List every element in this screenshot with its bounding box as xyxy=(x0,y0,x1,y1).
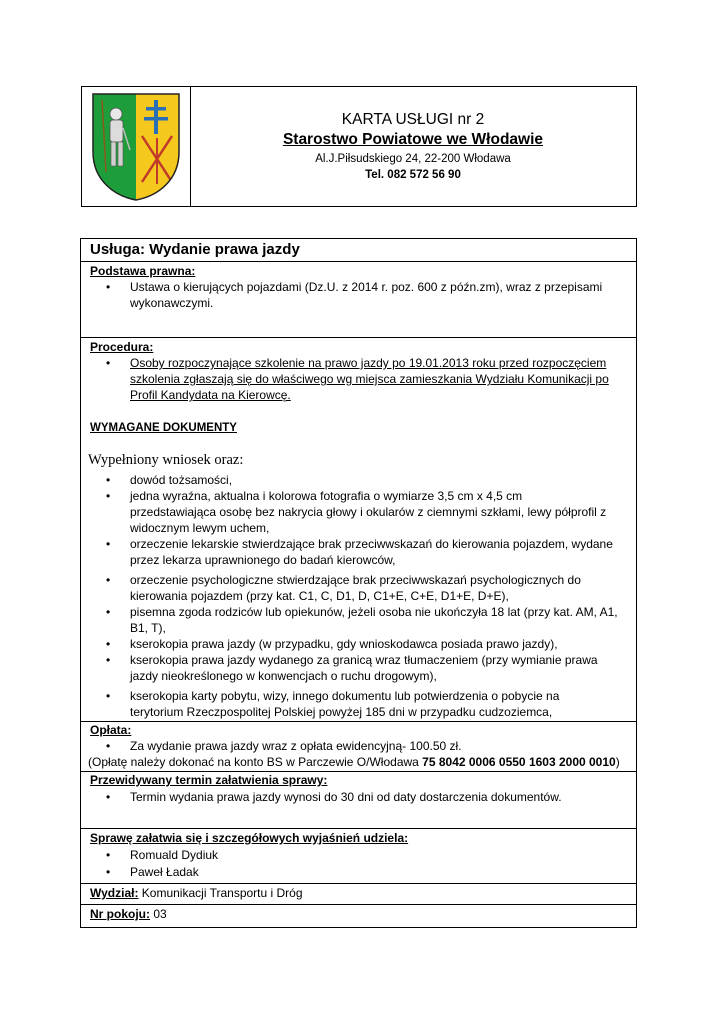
bullet-icon: • xyxy=(106,356,111,370)
contact-person: Romuald Dydiuk xyxy=(130,848,219,862)
bullet-icon: • xyxy=(106,573,111,587)
contact-person: Paweł Ładak xyxy=(130,865,199,879)
room-row xyxy=(90,906,167,922)
legal-basis-line: Ustawa o kierujących pojazdami (Dz.U. z 2014 r. poz. 600 z późn.zm), wraz z przepisami xyxy=(130,280,603,294)
row-divider xyxy=(81,721,636,722)
bullet-icon: • xyxy=(106,865,111,879)
row-divider xyxy=(81,904,636,905)
bullet-icon: • xyxy=(106,653,111,667)
fee-label: Opłata: xyxy=(90,723,132,737)
doc-line: kierowania pojazdem (przy kat. C1, C, D1, D, C1+E, C+E, D1+E, D+E), xyxy=(130,589,509,603)
row-divider xyxy=(81,828,636,829)
row-divider xyxy=(81,261,636,262)
doc-line: pisemna zgoda rodziców lub opiekunów, jeżeli osoba nie ukończyła 18 lat (przy kat. AM, A1, xyxy=(130,605,618,619)
bullet-icon: • xyxy=(106,537,111,551)
doc-line: przedstawiająca osobę bez nakrycia głowy i okularów z ciemnymi szkłami, lewy półprofil z xyxy=(130,505,607,519)
header-box xyxy=(81,86,637,207)
fee-item: Za wydanie prawa jazdy wraz z opłata ewidencyjną- 100.50 zł. xyxy=(130,739,462,753)
procedure-line: Osoby rozpoczynające szkolenie na prawo jazdy po 19.01.2013 roku przed rozpoczęciem xyxy=(130,356,607,370)
bullet-icon: • xyxy=(106,739,111,753)
bullet-icon: • xyxy=(106,689,111,703)
deadline-label: Przewidywany termin załatwienia sprawy: xyxy=(90,773,328,787)
doc-line: jedna wyraźna, aktualna i kolorowa fotografia o wymiarze 3,5 cm x 4,5 cm xyxy=(130,489,523,503)
procedure-label: Procedura: xyxy=(90,340,154,354)
department-value: Komunikacji Transportu i Dróg xyxy=(138,886,303,900)
bank-account: 75 8042 0006 0550 1603 2000 0010 xyxy=(422,755,616,769)
office-name: Starostwo Powiatowe we Włodawie xyxy=(282,131,544,148)
doc-line: terytorium Rzeczpospolitej Polskiej powyżej 185 dni w przypadku cudzoziemca, xyxy=(130,705,553,719)
fee-note-suffix: ) xyxy=(615,755,620,769)
doc-line: widocznym lewym uchem, xyxy=(130,521,270,535)
header-text xyxy=(190,87,636,206)
coat-of-arms-icon xyxy=(90,92,182,202)
doc-line: jazdy nieokreślonego w konwencjach o ruchu drogowym), xyxy=(130,669,437,683)
deadline-item: Termin wydania prawa jazdy wynosi do 30 dni od daty dostarczenia dokumentów. xyxy=(130,790,562,804)
bullet-icon: • xyxy=(106,637,111,651)
karta-title: KARTA USŁUGI nr 2 xyxy=(341,111,485,128)
office-phone: Tel. 082 572 56 90 xyxy=(365,169,461,181)
doc-line: dowód tożsamości, xyxy=(130,473,233,487)
legal-basis-label: Podstawa prawna: xyxy=(90,264,196,278)
fee-note-prefix: (Opłatę należy dokonać na konto BS w Parczewie O/Włodawa xyxy=(88,755,423,769)
bullet-icon: • xyxy=(106,848,111,862)
office-address: Al.J.Piłsudskiego 24, 22-200 Włodawa xyxy=(315,153,511,165)
row-divider xyxy=(81,337,636,338)
bullet-icon: • xyxy=(106,790,111,804)
required-docs-intro: Wypełniony wniosek oraz: xyxy=(88,452,244,468)
bullet-icon: • xyxy=(106,489,111,503)
contacts-label: Sprawę załatwia się i szczegółowych wyjaśnień udziela: xyxy=(90,831,409,845)
doc-line: orzeczenie lekarskie stwierdzające brak przeciwwskazań do kierowania pojazdem, wydane xyxy=(130,537,613,551)
legal-basis-line: wykonawczymi. xyxy=(130,296,214,310)
procedure-line: Profil Kandydata na Kierowcę. xyxy=(130,388,291,402)
doc-line: przez lekarza uprawnionego do badań kierowców, xyxy=(130,553,396,567)
doc-line: kserokopia prawa jazdy wydanego za granicą wraz tłumaczeniem (przy wymianie prawa xyxy=(130,653,598,667)
procedure-line: szkolenia zgłaszają się do właściwego wg miejsca zamieszkania Wydziału Komunikacji po xyxy=(130,372,609,386)
bullet-icon: • xyxy=(106,280,111,294)
service-table xyxy=(80,238,637,928)
doc-line: orzeczenie psychologiczne stwierdzające brak przeciwwskazań psychologicznych do xyxy=(130,573,581,587)
department-label: Wydział: xyxy=(90,886,139,900)
bullet-icon: • xyxy=(106,473,111,487)
doc-line: kserokopia prawa jazdy (w przypadku, gdy wnioskodawca posiada prawo jazdy), xyxy=(130,637,558,651)
fee-note xyxy=(88,754,620,770)
room-value: 03 xyxy=(150,907,167,921)
room-label: Nr pokoju: xyxy=(90,907,150,921)
doc-line: kserokopia karty pobytu, wizy, innego dokumentu lub potwierdzenia o pobycie na xyxy=(130,689,560,703)
service-title: Usługa: Wydanie prawa jazdy xyxy=(90,241,300,258)
doc-line: B1, T), xyxy=(130,621,166,635)
department-row xyxy=(90,885,303,901)
bullet-icon: • xyxy=(106,605,111,619)
required-docs-heading: WYMAGANE DOKUMENTY xyxy=(90,422,237,434)
row-divider xyxy=(81,883,636,884)
logo-cell xyxy=(82,87,191,206)
